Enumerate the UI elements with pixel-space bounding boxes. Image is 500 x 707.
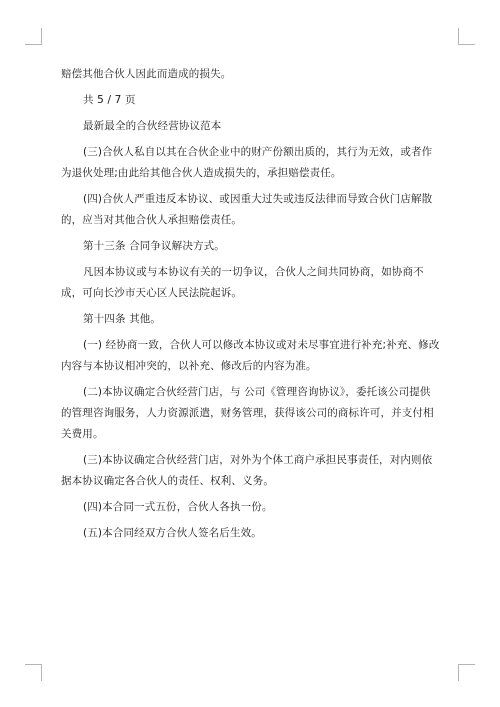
document-body: [61, 64, 441, 549]
crop-mark-bottom-right: [458, 664, 475, 681]
page-number: 共 5 / 7 页: [83, 94, 136, 106]
other-item-1: (一) 经协商一致，合伙人可以修改本协议或对未尽事宜进行补充;补充、修改内容与本协议相冲突的，以补充、修改后的内容为准。: [61, 339, 440, 372]
clause-item-4: (四)合伙人严重违反本协议、或因重大过失或违反法律而导致合伙门店解散的，应当对其他合伙人承担赔偿责任。: [61, 193, 433, 226]
article-14-heading: 第十四条 其他。: [83, 313, 162, 325]
other-item-2: (二)本协议确定合伙经营门店，与 公司《管理咨询协议》，委托该公司提供的管理咨询服务，人力资源派遣，财务管理，获得该公司的商标许可，并支付相关费用。: [61, 386, 434, 440]
paragraph-continuation: 赔偿其他合伙人因此而造成的损失。: [61, 68, 232, 80]
document-header-title: 最新最全的合伙经营协议范本: [83, 120, 222, 132]
article-13-heading: 第十三条 合同争议解决方式。: [83, 240, 225, 252]
other-item-5: (五)本合同经双方合伙人签名后生效。: [83, 527, 262, 539]
clause-item-3: (三)合伙人私自以其在合伙企业中的财产份额出质的，其行为无效，或者作为退伙处理;由此给其他合伙人造成损失的，承担赔偿责任。: [61, 146, 433, 179]
crop-mark-bottom-left: [25, 664, 42, 681]
other-item-4: (四)本合同一式五份，合伙人各执一份。: [83, 501, 273, 513]
dispute-resolution-text: 凡因本协议或与本协议有关的一切争议，合伙人之间共同协商，如协商不成，可向长沙市天心区人民法院起诉。: [61, 266, 424, 299]
crop-mark-top-left: [25, 28, 42, 45]
other-item-3: (三)本协议确定合伙经营门店，对外为个体工商户承担民事责任，对内则依据本协议确定各合伙人的责任、权利、义务。: [61, 454, 433, 487]
crop-mark-top-right: [458, 28, 475, 45]
